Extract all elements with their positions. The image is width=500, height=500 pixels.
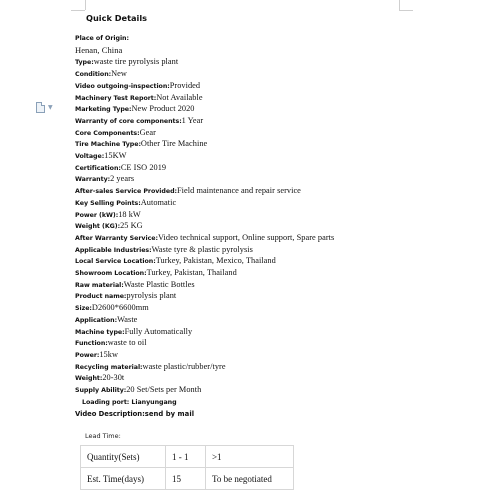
detail-value: 20 Set/Sets per Month <box>126 385 202 395</box>
detail-line <box>75 186 405 198</box>
detail-label: Tire Machine Type: <box>75 141 141 149</box>
detail-line <box>75 210 405 222</box>
detail-line <box>75 397 405 409</box>
detail-label: Voltage: <box>75 153 105 161</box>
table-cell: To be negotiated <box>205 468 293 490</box>
detail-label: Video Description: <box>75 409 145 418</box>
detail-label: Function: <box>75 340 108 348</box>
detail-value: 15kw <box>99 350 118 359</box>
detail-value: Turkey, Pakistan, Mexico, Thailand <box>155 256 276 266</box>
detail-label: Power: <box>75 352 100 359</box>
chevron-down-icon: ▼ <box>48 103 53 111</box>
detail-line <box>75 280 405 292</box>
detail-label: Key Selling Points: <box>75 199 141 207</box>
lead-time-label: Lead Time: <box>85 432 121 440</box>
detail-line <box>75 245 405 257</box>
detail-line <box>75 362 405 374</box>
detail-label: After-sales Service Provided: <box>75 188 178 196</box>
detail-value: Waste tyre & plastic pyrolysis <box>151 244 253 254</box>
detail-label: Core Components: <box>75 129 140 137</box>
detail-line <box>75 338 405 350</box>
detail-label: Raw material: <box>75 281 124 289</box>
detail-line <box>75 221 405 233</box>
detail-line <box>75 327 405 339</box>
detail-value: 25 KG <box>120 221 143 231</box>
detail-label: Product name: <box>75 293 127 301</box>
table-row <box>81 446 294 468</box>
detail-line <box>75 163 405 175</box>
detail-value: send by mail <box>144 409 195 418</box>
detail-label: After Warranty Service: <box>75 234 158 242</box>
page-corner-mark-top-left <box>71 0 86 10</box>
detail-line <box>75 268 405 280</box>
detail-label: Video outgoing-inspection: <box>75 82 170 90</box>
detail-label: Supply Ability: <box>75 387 127 395</box>
detail-value: Fully Automatically <box>124 326 193 336</box>
detail-line <box>75 303 405 315</box>
table-cell: 15 <box>166 468 206 490</box>
detail-label: Machinery Test Report: <box>75 94 157 102</box>
detail-value: 20-30t <box>102 373 125 383</box>
detail-line <box>75 291 405 303</box>
detail-value: Not Available <box>156 92 203 102</box>
detail-value: New <box>111 69 127 79</box>
quick-details-section <box>75 14 405 419</box>
detail-value: pyrolysis plant <box>126 291 177 301</box>
table-row <box>81 468 294 490</box>
detail-label: Recycling material: <box>75 363 143 371</box>
detail-label: Showroom Location: <box>75 270 147 278</box>
detail-line <box>75 233 405 245</box>
detail-line <box>75 81 405 93</box>
document-options-icon[interactable] <box>36 102 53 113</box>
detail-label: Certification: <box>75 164 121 172</box>
detail-label: Condition: <box>75 71 112 79</box>
detail-label: Application: <box>75 316 118 324</box>
detail-label: Power (kW): <box>75 211 119 219</box>
detail-value: Other Tire Machine <box>140 139 208 149</box>
lead-time-table <box>80 445 294 490</box>
detail-line <box>75 385 405 397</box>
detail-line <box>75 45 405 58</box>
detail-label: Applicable Industries: <box>75 246 152 254</box>
table-cell: Est. Time(days) <box>81 468 166 490</box>
detail-value: Waste <box>117 314 138 324</box>
detail-value: New Product 2020 <box>131 104 195 114</box>
detail-value: D2600*6600mm <box>91 303 149 313</box>
table-cell: >1 <box>205 446 293 468</box>
detail-label: Local Service Location: <box>75 258 156 266</box>
detail-value: Henan, China <box>75 44 123 55</box>
detail-line <box>75 198 405 210</box>
detail-value: Video technical support, Online support, Spare parts <box>157 232 335 242</box>
detail-value: Provided <box>169 80 201 90</box>
detail-label: Machine type: <box>75 328 125 336</box>
detail-line <box>75 151 405 163</box>
lead-time-section <box>80 432 300 490</box>
detail-value: 18 kW <box>118 209 141 219</box>
detail-line <box>75 57 405 69</box>
table-cell: 1 - 1 <box>166 446 206 468</box>
page-corner-mark-top-right <box>399 0 414 10</box>
detail-line <box>75 93 405 105</box>
detail-line <box>75 409 405 420</box>
detail-line <box>75 69 405 81</box>
detail-value: Automatic <box>140 197 177 207</box>
detail-value: Lianyungang <box>131 398 177 406</box>
detail-value: Field maintenance and repair service <box>177 186 301 196</box>
detail-label: Marketing Type: <box>75 106 132 114</box>
detail-line <box>75 116 405 128</box>
detail-value: Waste Plastic Bottles <box>123 279 195 289</box>
detail-line <box>75 104 405 116</box>
detail-line <box>75 256 405 268</box>
detail-value: waste plastic/rubber/tyre <box>142 361 226 371</box>
document-icon <box>36 102 45 113</box>
detail-line <box>75 373 405 385</box>
detail-line <box>75 128 405 140</box>
detail-line <box>75 139 405 151</box>
detail-line <box>75 33 405 45</box>
section-title: Quick Details <box>86 13 148 23</box>
detail-label: Loading port: <box>82 398 132 406</box>
detail-value: 2 years <box>110 174 135 184</box>
detail-line <box>75 174 405 186</box>
detail-line <box>75 350 405 362</box>
detail-label: Place of Origin: <box>75 35 129 43</box>
detail-value: 15KW <box>104 151 127 161</box>
page-corner-mark-top-left-h <box>71 10 85 11</box>
detail-label: Warranty: <box>75 176 111 184</box>
detail-value: Turkey, Pakistan, Thailand <box>146 268 237 278</box>
detail-label: Warranty of core components: <box>75 117 182 125</box>
detail-value: 1 Year <box>181 115 204 125</box>
detail-value: waste to oil <box>107 338 147 348</box>
detail-value: Gear <box>139 127 156 137</box>
detail-line <box>75 315 405 327</box>
detail-label: Size: <box>75 305 92 313</box>
detail-label: Type: <box>75 59 94 67</box>
detail-label: Weight: <box>75 375 103 383</box>
table-cell: Quantity(Sets) <box>81 446 166 468</box>
detail-label: Weight (KG): <box>75 223 121 231</box>
detail-value: CE ISO 2019 <box>120 162 167 172</box>
page-corner-mark-top-right-h <box>399 10 413 11</box>
detail-value: waste tire pyrolysis plant <box>93 57 179 67</box>
